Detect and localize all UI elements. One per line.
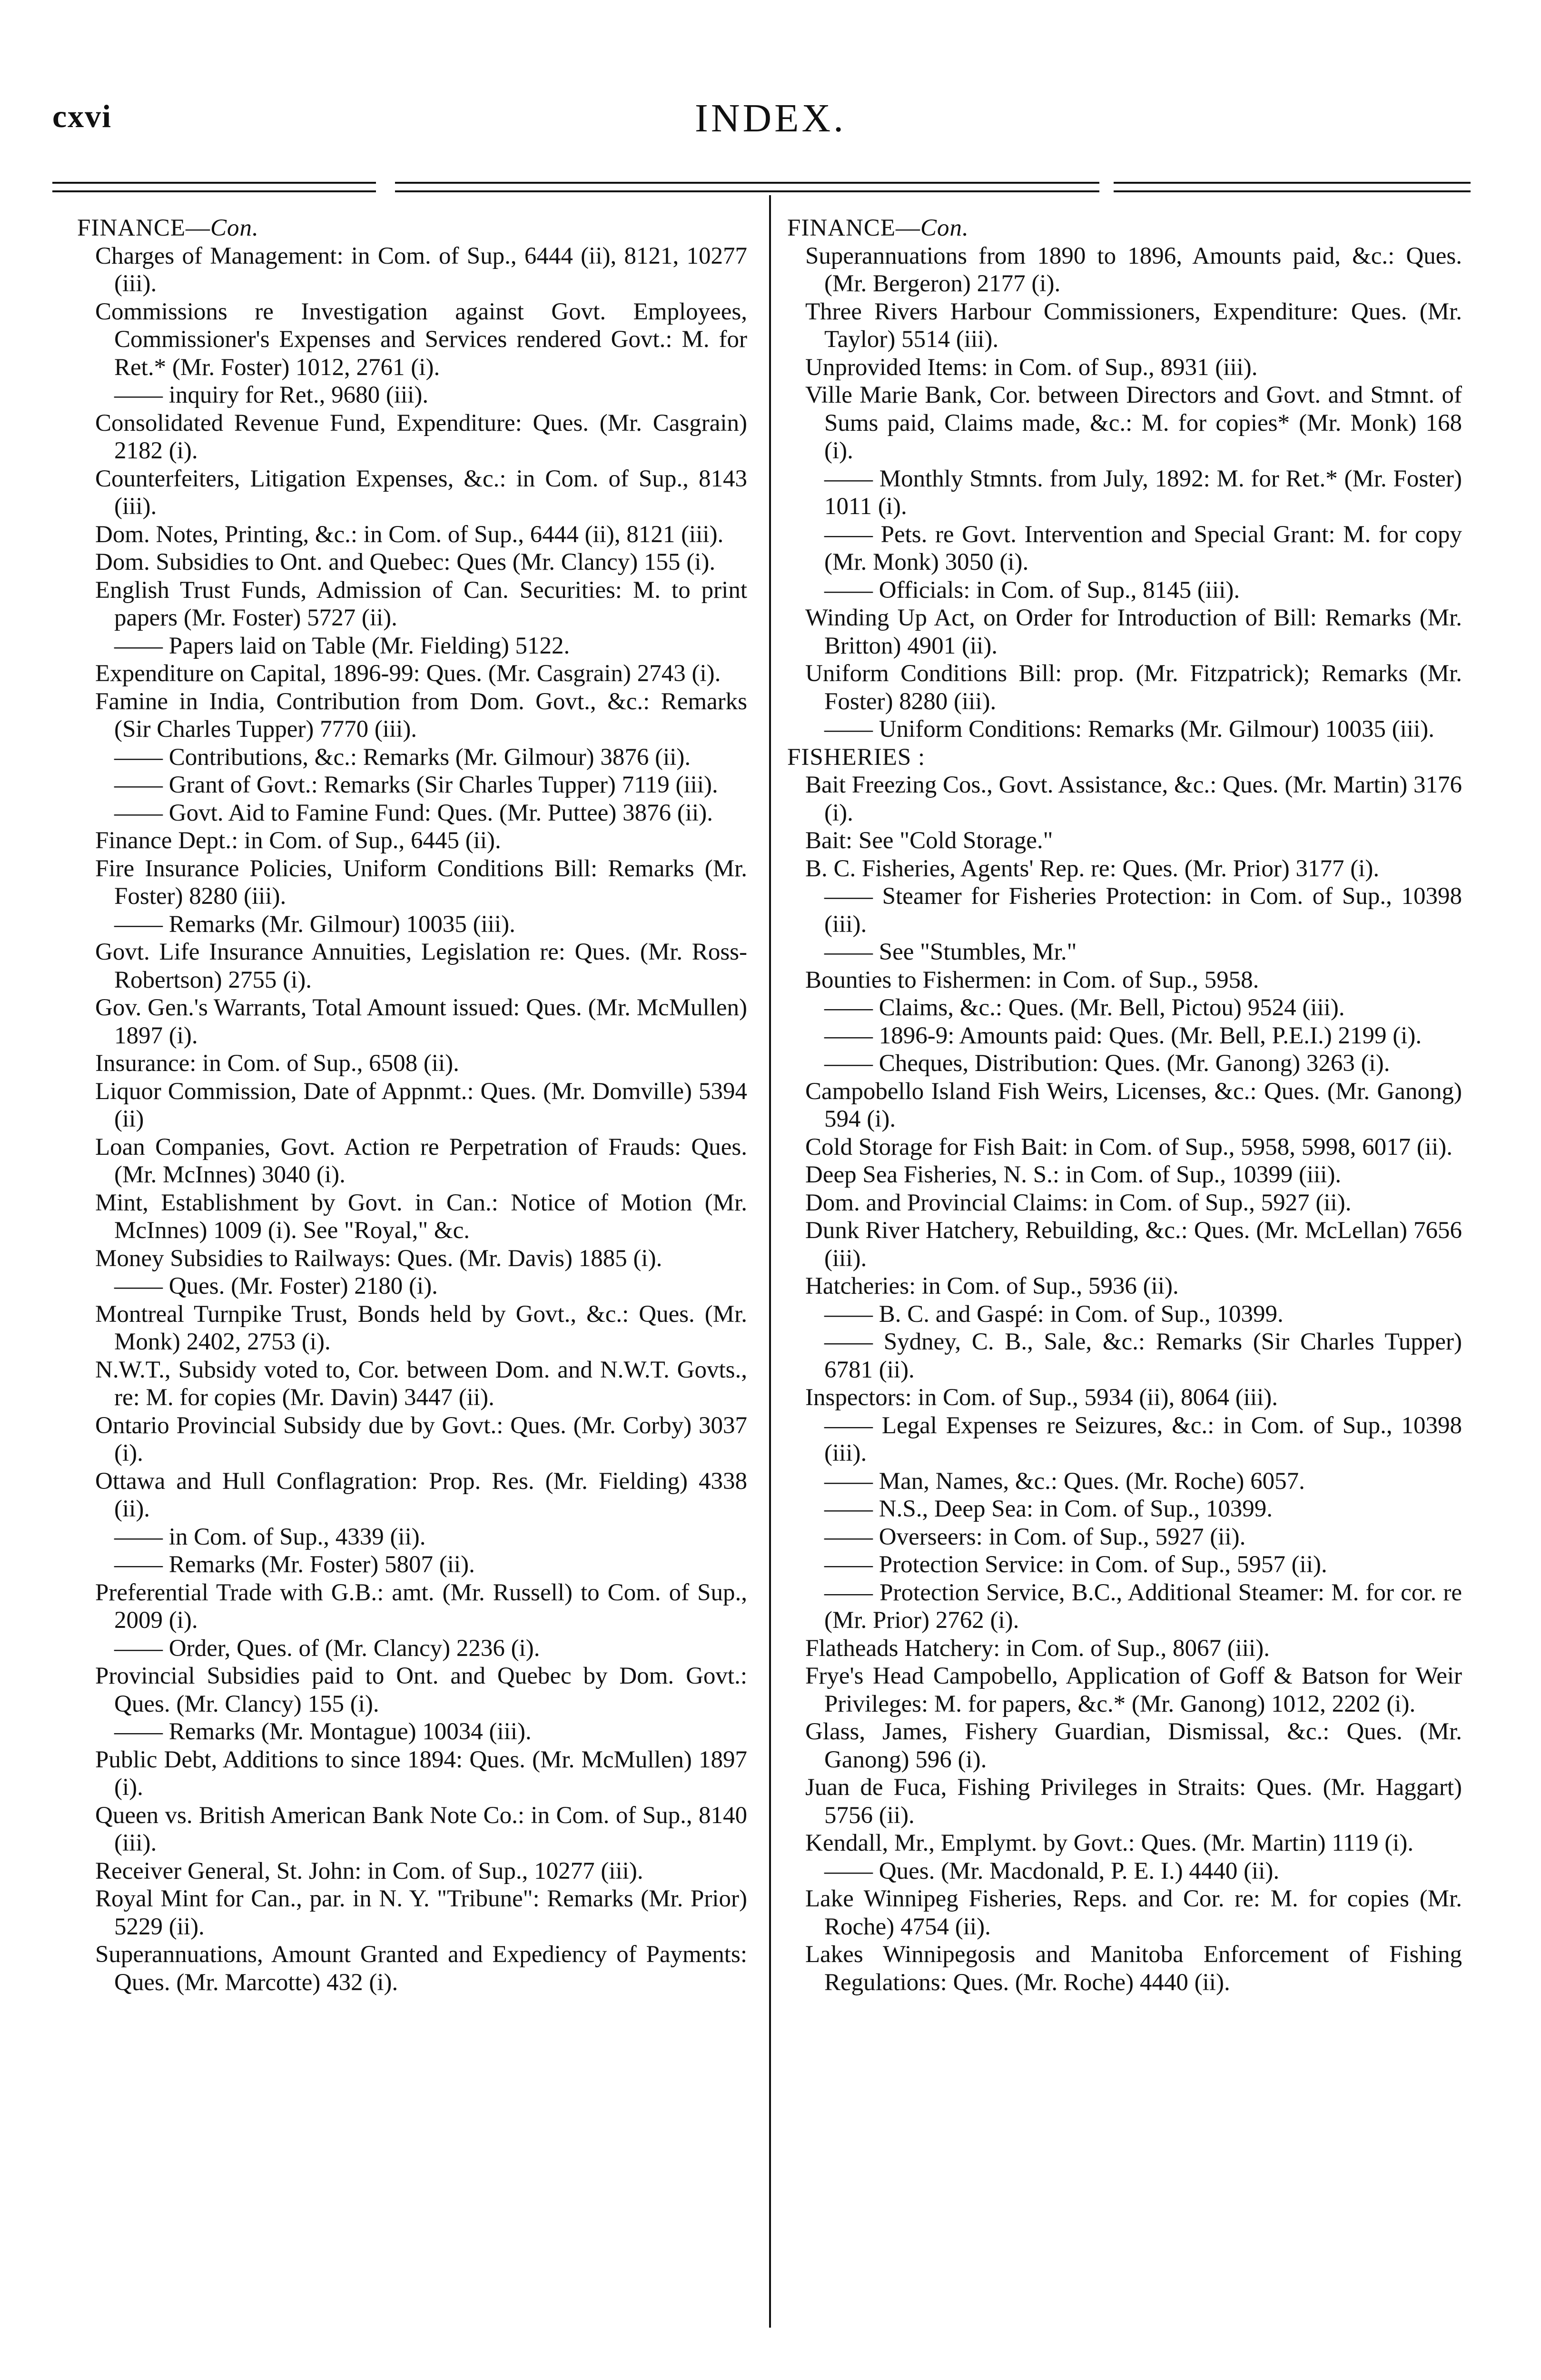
index-entry: —— Papers laid on Table (Mr. Fielding) 5122. [114,632,570,659]
index-entry: Royal Mint for Can., par. in N. Y. "Tribune": Remarks (Mr. Prior) 5229 (ii). [95,1885,747,1940]
index-entry: Mint, Establishment by Govt. in Can.: Notice of Motion (Mr. McInnes) 1009 (i). See "Royal," &c. [95,1189,747,1244]
index-entry: Fire Insurance Policies, Uniform Conditions Bill: Remarks (Mr. Foster) 8280 (iii). [95,855,747,910]
index-entry: —— inquiry for Ret., 9680 (iii). [114,382,429,408]
index-entry: Counterfeiters, Litigation Expenses, &c.: in Com. of Sup., 8143 (iii). [95,465,747,520]
finance-entry-list [76,242,747,1997]
index-entry: —— Man, Names, &c.: Ques. (Mr. Roche) 6057. [824,1468,1305,1495]
index-entry: Uniform Conditions Bill: prop. (Mr. Fitzpatrick); Remarks (Mr. Foster) 8280 (iii). [805,660,1462,715]
header-rule [395,182,1099,192]
index-entry: Dunk River Hatchery, Rebuilding, &c.: Ques. (Mr. McLellan) 7656 (iii). [805,1217,1462,1272]
index-entry: —— Claims, &c.: Ques. (Mr. Bell, Pictou) 9524 (iii). [824,994,1345,1021]
index-entry: —— Overseers: in Com. of Sup., 5927 (ii). [824,1523,1246,1550]
index-entry: —— Protection Service, B.C., Additional Steamer: M. for cor. re (Mr. Prior) 2762 (i). [824,1579,1462,1634]
index-entry: —— Steamer for Fisheries Protection: in Com. of Sup., 10398 (iii). [824,883,1462,938]
index-entry: Inspectors: in Com. of Sup., 5934 (ii), 8064 (iii). [805,1384,1278,1411]
index-entry: Kendall, Mr., Emplymt. by Govt.: Ques. (Mr. Martin) 1119 (i). [805,1830,1414,1856]
index-entry: Bait Freezing Cos., Govt. Assistance, &c.: Ques. (Mr. Martin) 3176 (i). [805,772,1462,826]
index-entry: Ville Marie Bank, Cor. between Directors and Govt. and Stmnt. of Sums paid, Claims made, &c.: M. for copies* (Mr. Monk) 168 (i). [805,382,1462,464]
index-entry: N.W.T., Subsidy voted to, Cor. between Dom. and N.W.T. Govts., re: M. for copies (Mr. Davin) 3447 (ii). [95,1356,747,1411]
index-entry: Dom. Subsidies to Ont. and Quebec: Ques (Mr. Clancy) 155 (i). [95,549,716,575]
index-entry: —— Pets. re Govt. Intervention and Special Grant: M. for copy (Mr. Monk) 3050 (i). [824,521,1462,575]
index-entry: Flatheads Hatchery: in Com. of Sup., 8067 (iii). [805,1635,1270,1662]
index-entry: Unprovided Items: in Com. of Sup., 8931 (iii). [805,354,1258,381]
index-entry: —— Remarks (Mr. Gilmour) 10035 (iii). [114,911,515,938]
index-entry: Montreal Turnpike Trust, Bonds held by Govt., &c.: Ques. (Mr. Monk) 2402, 2753 (i). [95,1300,747,1355]
index-entry: B. C. Fisheries, Agents' Rep. re: Ques. (Mr. Prior) 3177 (i). [805,855,1380,882]
index-entry: —— Grant of Govt.: Remarks (Sir Charles Tupper) 7119 (iii). [114,772,718,798]
left-column [76,214,747,1996]
index-entry: Consolidated Revenue Fund, Expenditure: Ques. (Mr. Casgrain) 2182 (i). [95,409,747,464]
header-rule [1114,182,1471,192]
index-entry: English Trust Funds, Admission of Can. Securities: M. to print papers (Mr. Foster) 5727 (ii). [95,576,747,631]
index-entry: Famine in India, Contribution from Dom. Govt., &c.: Remarks (Sir Charles Tupper) 7770 (iii). [95,688,747,743]
index-entry: Provincial Subsidies paid to Ont. and Quebec by Dom. Govt.: Ques. (Mr. Clancy) 155 (i). [95,1663,747,1717]
index-entry: —— Officials: in Com. of Sup., 8145 (iii). [824,576,1240,604]
section-title: FINANCE— [77,215,211,241]
index-entry: —— Protection Service: in Com. of Sup., 5957 (ii). [824,1551,1327,1578]
header-rule [52,182,376,192]
index-entry: Dom. and Provincial Claims: in Com. of Sup., 5927 (ii). [805,1189,1352,1216]
index-entry: Money Subsidies to Railways: Ques. (Mr. Davis) 1885 (i). [95,1245,662,1272]
index-entry: —— N.S., Deep Sea: in Com. of Sup., 10399. [824,1496,1273,1522]
index-entry: Liquor Commission, Date of Appnmt.: Ques. (Mr. Domville) 5394 (ii) [95,1078,747,1132]
finance-entry-list [786,242,1462,744]
index-entry: Ontario Provincial Subsidy due by Govt.: Ques. (Mr. Corby) 3037 (i). [95,1412,747,1467]
index-entry: —— Legal Expenses re Seizures, &c.: in Com. of Sup., 10398 (iii). [824,1412,1462,1467]
index-entry: Superannuations from 1890 to 1896, Amounts paid, &c.: Ques. (Mr. Bergeron) 2177 (i). [805,242,1462,297]
index-entry: Juan de Fuca, Fishing Privileges in Straits: Ques. (Mr. Haggart) 5756 (ii). [805,1774,1462,1829]
index-entry: Queen vs. British American Bank Note Co.: in Com. of Sup., 8140 (iii). [95,1802,747,1856]
section-continued-tag: Con. [210,215,259,241]
index-entry: —— B. C. and Gaspé: in Com. of Sup., 10399. [824,1300,1284,1328]
index-entry: Campobello Island Fish Weirs, Licenses, &c.: Ques. (Mr. Ganong) 594 (i). [805,1078,1462,1132]
column-divider [769,195,771,2328]
index-entry: —— See "Stumbles, Mr." [824,939,1077,965]
index-entry: Superannuations, Amount Granted and Expediency of Payments: Ques. (Mr. Marcotte) 432 (i). [95,1941,747,1996]
page-number: cxvi [52,98,112,134]
index-entry: Frye's Head Campobello, Application of Goff & Batson for Weir Privileges: M. for papers, &c.* (Mr. Ganong) 1012, 2202 (i). [805,1663,1462,1717]
section-heading-fisheries: FISHERIES : [787,744,926,771]
index-entry: —— Cheques, Distribution: Ques. (Mr. Ganong) 3263 (i). [824,1050,1390,1077]
index-entry: —— Uniform Conditions: Remarks (Mr. Gilmour) 10035 (iii). [824,716,1434,743]
index-entry: Finance Dept.: in Com. of Sup., 6445 (ii). [95,827,501,854]
index-entry: —— Remarks (Mr. Foster) 5807 (ii). [114,1551,475,1578]
index-entry: Ottawa and Hull Conflagration: Prop. Res. (Mr. Fielding) 4338 (ii). [95,1468,747,1522]
index-entry: Lakes Winnipegosis and Manitoba Enforcement of Fishing Regulations: Ques. (Mr. Roche) 4440 (ii). [805,1941,1462,1996]
index-entry: Charges of Management: in Com. of Sup., 6444 (ii), 8121, 10277 (iii). [95,242,747,297]
index-entry: —— in Com. of Sup., 4339 (ii). [114,1523,426,1550]
index-entry: Cold Storage for Fish Bait: in Com. of Sup., 5958, 5998, 6017 (ii). [805,1133,1452,1160]
section-heading-finance [76,214,747,242]
index-entry: Commissions re Investigation against Govt. Employees, Commissioner's Expenses and Services rendered Govt.: M. for Ret.* (Mr. Foster) 1012, 2761 (i). [95,298,747,381]
index-entry: Lake Winnipeg Fisheries, Reps. and Cor. re: M. for copies (Mr. Roche) 4754 (ii). [805,1885,1462,1940]
index-entry: Winding Up Act, on Order for Introduction of Bill: Remarks (Mr. Britton) 4901 (ii). [805,605,1462,659]
index-entry: —— Ques. (Mr. Foster) 2180 (i). [114,1273,438,1299]
fisheries-entry-list [786,771,1462,1996]
index-entry: —— Remarks (Mr. Montague) 10034 (iii). [114,1718,532,1745]
index-entry: —— Order, Ques. of (Mr. Clancy) 2236 (i). [114,1635,540,1662]
index-entry: Hatcheries: in Com. of Sup., 5936 (ii). [805,1273,1179,1299]
index-entry: —— Sydney, C. B., Sale, &c.: Remarks (Sir Charles Tupper) 6781 (ii). [824,1329,1462,1383]
index-entry: Three Rivers Harbour Commissioners, Expenditure: Ques. (Mr. Taylor) 5514 (iii). [805,298,1462,353]
index-entry: Loan Companies, Govt. Action re Perpetration of Frauds: Ques. (Mr. McInnes) 3040 (i). [95,1133,747,1188]
index-entry: Insurance: in Com. of Sup., 6508 (ii). [95,1050,459,1077]
index-entry: Expenditure on Capital, 1896-99: Ques. (Mr. Casgrain) 2743 (i). [95,660,721,687]
section-heading-finance [786,214,1462,242]
index-entry: Bounties to Fishermen: in Com. of Sup., 5958. [805,966,1259,993]
index-entry: —— 1896-9: Amounts paid: Ques. (Mr. Bell, P.E.I.) 2199 (i). [824,1022,1422,1049]
index-entry: Bait: See "Cold Storage." [805,827,1053,854]
section-continued-tag: Con. [920,215,969,241]
index-entry: Deep Sea Fisheries, N. S.: in Com. of Sup., 10399 (iii). [805,1161,1342,1188]
index-entry: Glass, James, Fishery Guardian, Dismissal, &c.: Ques. (Mr. Ganong) 596 (i). [805,1718,1462,1773]
index-entry: Preferential Trade with G.B.: amt. (Mr. Russell) to Com. of Sup., 2009 (i). [95,1579,747,1634]
index-entry: Receiver General, St. John: in Com. of Sup., 10277 (iii). [95,1857,643,1884]
index-entry: —— Govt. Aid to Famine Fund: Ques. (Mr. Puttee) 3876 (ii). [114,799,713,826]
index-entry: —— Ques. (Mr. Macdonald, P. E. I.) 4440 (ii). [824,1857,1280,1884]
index-entry: Govt. Life Insurance Annuities, Legislation re: Ques. (Mr. Ross-Robertson) 2755 (i). [95,939,747,993]
index-entry: —— Contributions, &c.: Remarks (Mr. Gilmour) 3876 (ii). [114,744,691,771]
right-column [786,214,1462,1996]
index-entry: Public Debt, Additions to since 1894: Ques. (Mr. McMullen) 1897 (i). [95,1746,747,1801]
page-title: INDEX. [694,96,847,140]
section-title: FINANCE— [787,215,921,241]
index-entry: —— Monthly Stmnts. from July, 1892: M. for Ret.* (Mr. Foster) 1011 (i). [824,465,1462,520]
index-entry: Gov. Gen.'s Warrants, Total Amount issued: Ques. (Mr. McMullen) 1897 (i). [95,994,747,1049]
index-entry: Dom. Notes, Printing, &c.: in Com. of Sup., 6444 (ii), 8121 (iii). [95,521,724,548]
